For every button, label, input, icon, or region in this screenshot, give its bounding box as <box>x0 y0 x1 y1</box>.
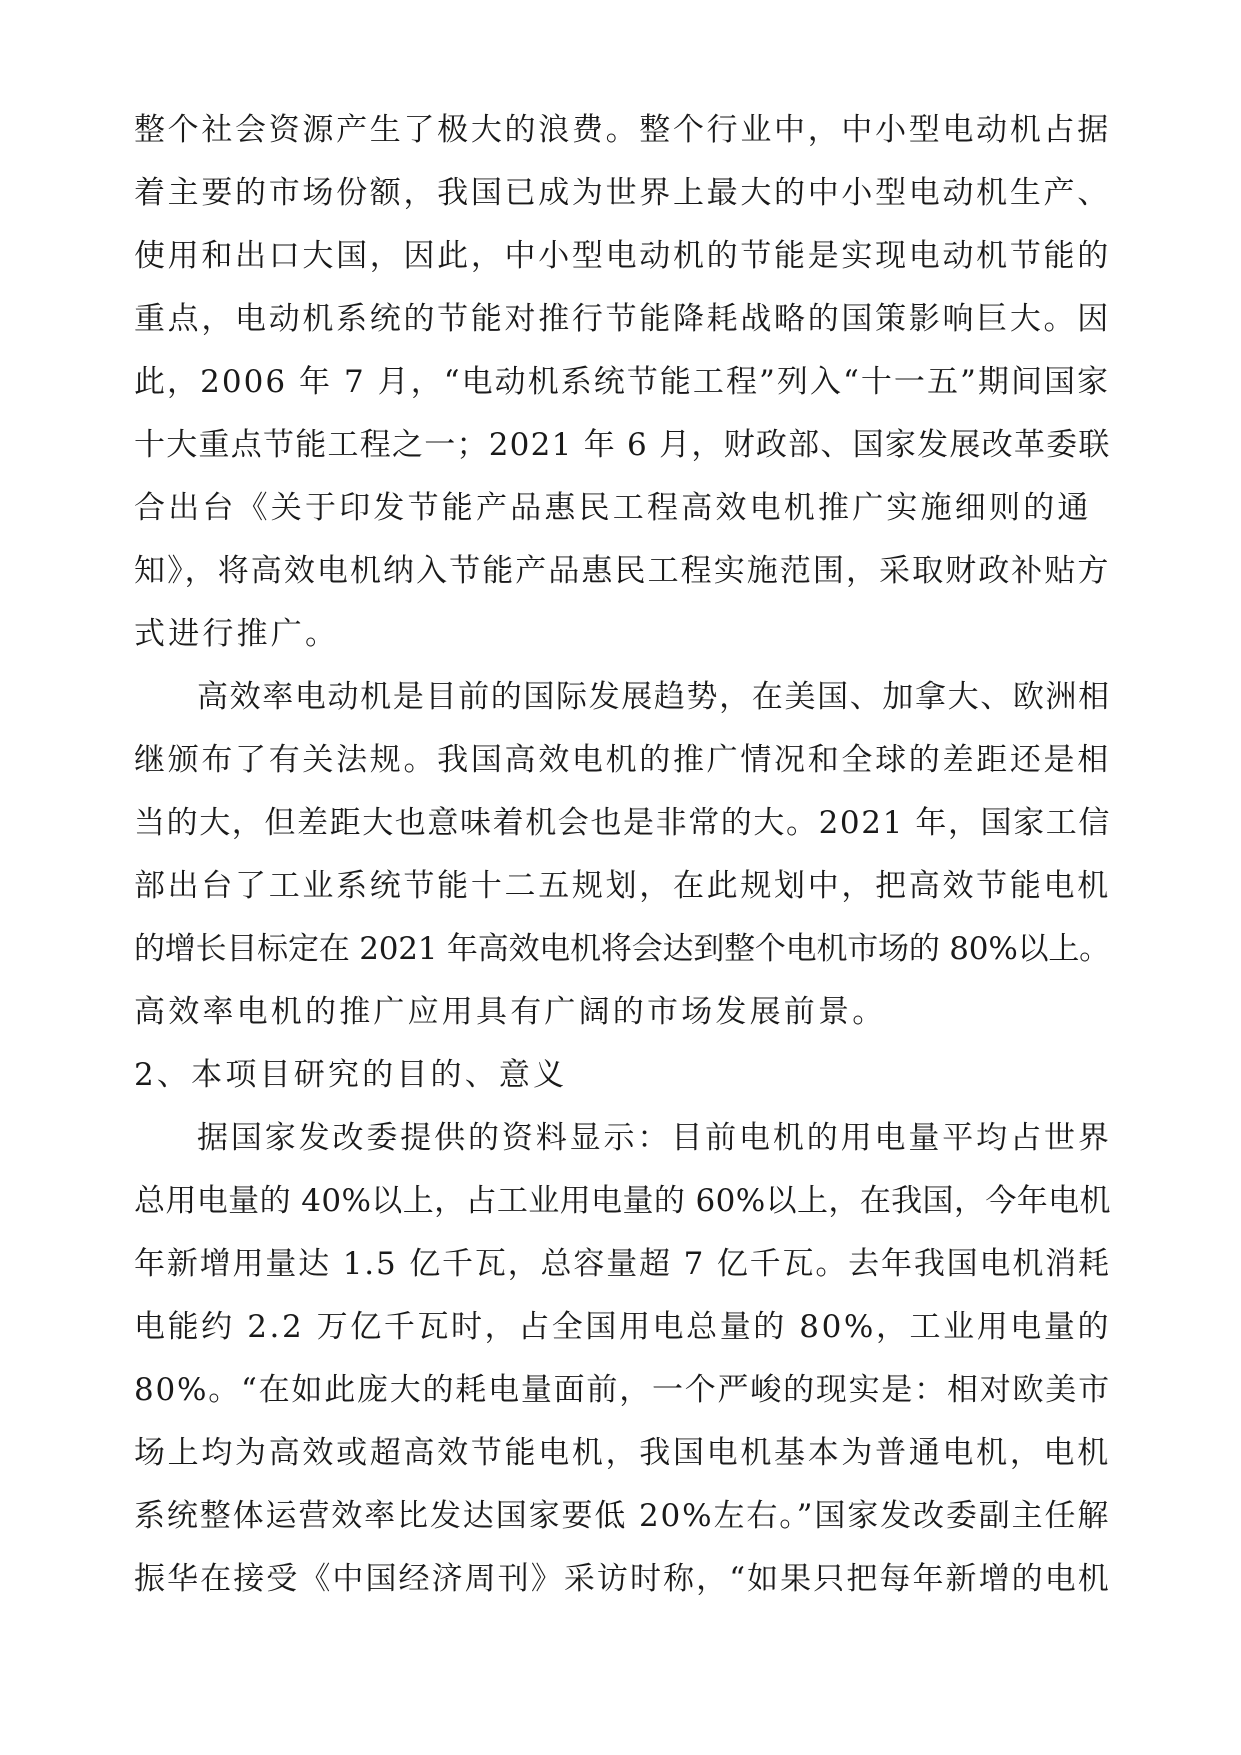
text-line-1: 整个社会资源产生了极大的浪费。整个行业中，中小型电动机占据 <box>134 112 1111 148</box>
text-line-14: 的增长目标定在 2021 年高效电机将会达到整个电机市场的 80%以上。 <box>134 931 1110 967</box>
paragraph-start-line: 据国家发改委提供的资料显示：目前电机的用电量平均占世界 <box>197 1120 1112 1156</box>
text-line-15: 高效率电机的推广应用具有广阔的市场发展前景。 <box>134 994 887 1030</box>
text-line-8: 知》，将高效电机纳入节能产品惠民工程实施范围，采取财政补贴方 <box>134 553 1111 589</box>
text-line-19: 年新增用量达 1.5 亿千瓦，总容量超 7 亿千瓦。去年我国电机消耗 <box>134 1246 1111 1282</box>
text-line-20: 电能约 2.2 万亿千瓦时，占全国用电总量的 80%，工业用电量的 <box>134 1309 1112 1345</box>
text-line-7: 合出台《关于印发节能产品惠民工程高效电机推广实施细则的通 <box>134 490 1092 526</box>
text-line-24: 振华在接受《中国经济周刊》采访时称，“如果只把每年新增的电机 <box>134 1561 1111 1597</box>
text-line-4: 重点，电动机系统的节能对推行节能降耗战略的国策影响巨大。因 <box>134 301 1111 337</box>
text-line-3: 使用和出口大国，因此，中小型电动机的节能是实现电动机节能的 <box>134 238 1111 274</box>
text-line-23: 系统整体运营效率比发达国家要低 20%左右。”国家发改委副主任解 <box>134 1498 1111 1534</box>
text-line-12: 当的大，但差距大也意味着机会也是非常的大。2021 年，国家工信 <box>134 805 1111 841</box>
text-line-22: 场上均为高效或超高效节能电机，我国电机基本为普通电机，电机 <box>134 1435 1111 1471</box>
text-line-2: 着主要的市场份额，我国已成为世界上最大的中小型电动机生产、 <box>134 175 1111 211</box>
text-line-6: 十大重点节能工程之一；2021 年 6 月，财政部、国家发展改革委联 <box>134 427 1111 463</box>
text-line-18: 总用电量的 40%以上，占工业用电量的 60%以上，在我国，今年电机 <box>134 1183 1111 1219</box>
section-heading: 2、本项目研究的目的、意义 <box>134 1057 568 1093</box>
paragraph-start-line: 高效率电动机是目前的国际发展趋势，在美国、加拿大、欧洲相 <box>197 679 1111 715</box>
text-line-11: 继颁布了有关法规。我国高效电机的推广情况和全球的差距还是相 <box>134 742 1111 778</box>
text-line-9: 式进行推广。 <box>134 616 340 652</box>
text-line-13: 部出台了工业系统节能十二五规划，在此规划中，把高效节能电机 <box>134 868 1111 904</box>
text-line-5: 此，2006 年 7 月，“电动机系统节能工程”列入“十一五”期间国家 <box>134 364 1111 400</box>
text-line-21: 80%。“在如此庞大的耗电量面前，一个严峻的现实是：相对欧美市 <box>134 1372 1111 1408</box>
